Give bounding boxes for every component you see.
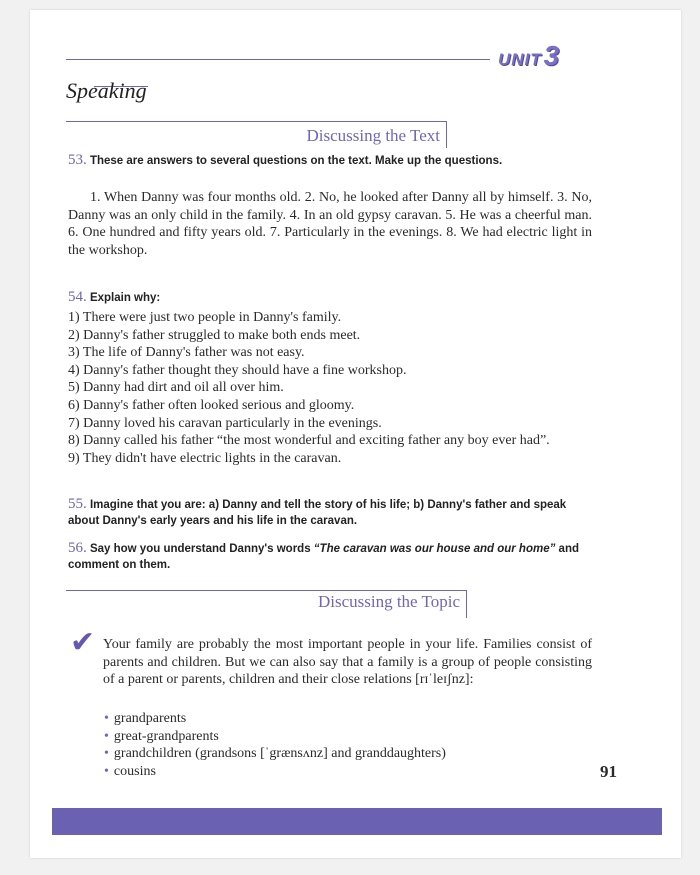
exercise-53-answers: 1. When Danny was four months old. 2. No, he looked after Danny all by himself. 3. No, Danny was an only child in the family. 4. In an old gypsy caravan. 5. He was a cheerful man. 6. One hundred and fifty years old. 7. Particularly in the evenings. 8. We had electric light in the workshop. [68, 190, 592, 258]
exercise-54-instruction: 54. Explain why: [68, 289, 161, 305]
list-item: 4) Danny's father thought they should have a fine workshop. [68, 362, 407, 378]
list-item: 9) They didn't have electric lights in the caravan. [68, 450, 342, 466]
topic-paragraph: Your family are probably the most important people in your life. Families consist of parents and children. But we can also say that a family is a group of people consisting of a parent or parents, children and their close relations [rɪˈleɪʃnz]: [103, 637, 592, 688]
list-item: 2) Danny's father struggled to make both ends meet. [68, 327, 361, 343]
exercise-54-list [68, 309, 592, 467]
list-item: • great-grandparents [104, 728, 574, 746]
list-item: • grandparents [104, 710, 574, 728]
header-rule [66, 59, 490, 60]
exercise-53-instruction: 53. These are answers to several questions on the text. Make up the questions. [68, 152, 503, 168]
unit-logo: UNIT3 [498, 40, 561, 71]
list-item: • cousins [104, 763, 574, 781]
exercise-55-instruction: 55. Imagine that you are: a) Danny and tell the story of his life; b) Danny's father and speak about Danny's early years and his life in the caravan. [68, 496, 567, 527]
list-item: 1) There were just two people in Danny's family. [68, 310, 342, 325]
list-item: 6) Danny's father often looked serious and gloomy. [68, 397, 355, 413]
page-number: 91 [600, 762, 617, 781]
checkmark-icon: ✔ [70, 625, 96, 660]
footer-bar [52, 808, 662, 835]
list-item: 7) Danny loved his caravan particularly in the evenings. [68, 415, 382, 431]
list-item: 8) Danny called his father “the most wonderful and exciting father any boy ever had”. [68, 433, 550, 449]
list-item: 3) The life of Danny's father was not easy. [68, 345, 305, 361]
list-item: 5) Danny had dirt and oil all over him. [68, 380, 284, 396]
exercise-56-instruction: 56. Say how you understand Danny's words “The caravan was our house and our home” and comment on them. [68, 540, 579, 571]
section-title: Speaking [66, 78, 147, 103]
list-item: • grandchildren (grandsons [ˈgrænsʌnz] and granddaughters) [104, 745, 574, 763]
relations-list [104, 710, 574, 780]
heading-discussing-topic: Discussing the Topic [270, 590, 467, 618]
heading-discussing-text: Discussing the Text [250, 121, 447, 148]
